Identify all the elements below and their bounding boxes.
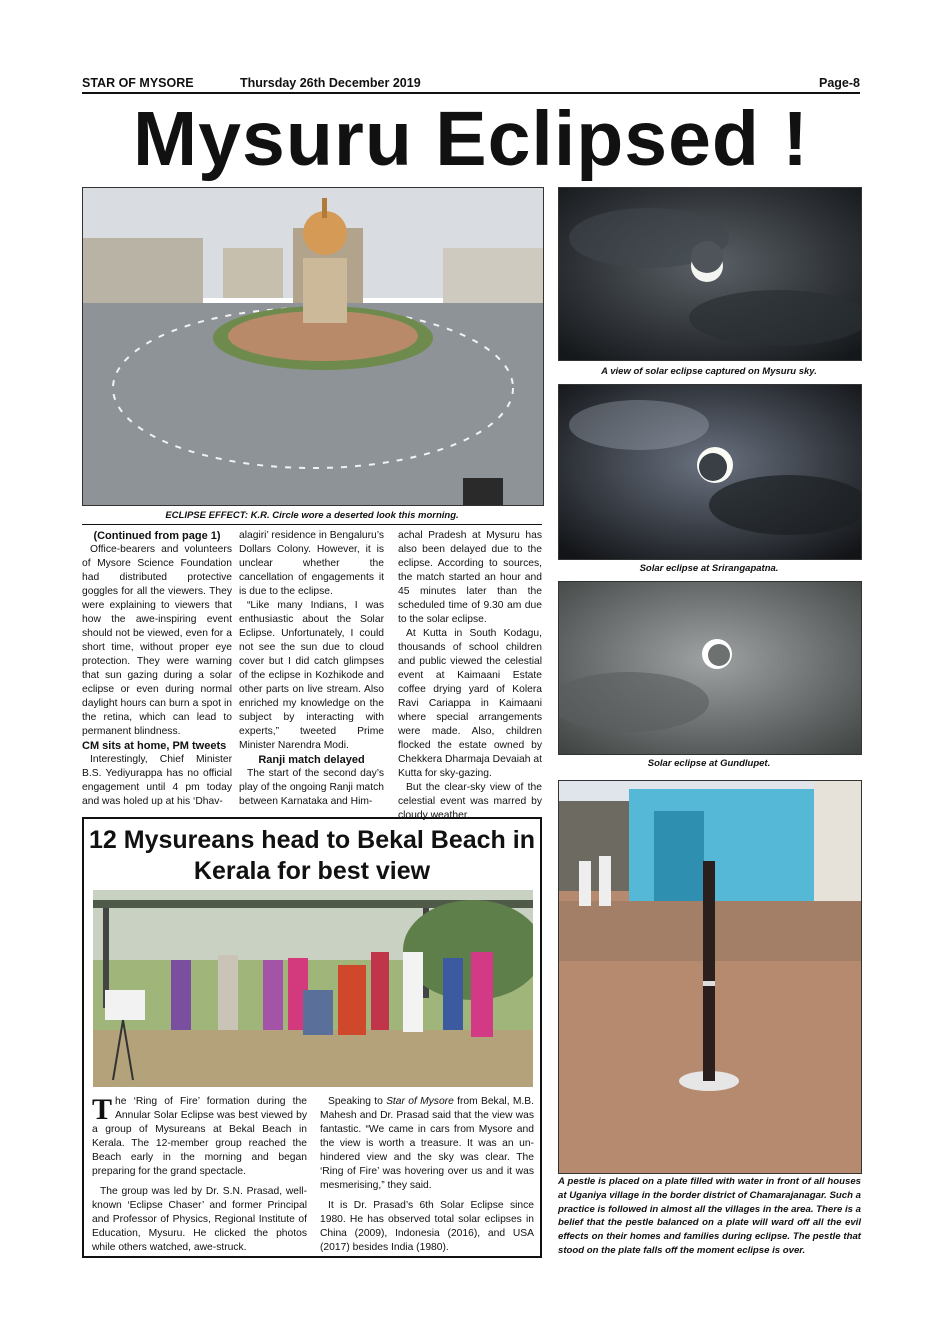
caption-rule <box>82 524 542 525</box>
eclipse-sky-photo-2 <box>558 384 862 560</box>
article-paragraph: At Kutta in South Kodagu, thousands of school children and public viewed the celestial event at Kaimaani Estate coffee drying yard of Kolera Ravi Cariappa in Kaimaani where special arrangements were made. Also, children flocked the estate owned by Chekkera Dharmaja Devaiah at Kutta for sky-gazing. <box>398 628 542 779</box>
bekal-paragraph: It is Dr. Prasad’s 6th Solar Eclipse since 1980. He has observed total solar eclipses in China (2009), Indonesia (2016), and USA (2017) besides India (1980). <box>320 1200 534 1253</box>
pestle-photo <box>558 780 862 1174</box>
paper-name: STAR OF MYSORE <box>82 76 194 90</box>
caption-rest: K.R. Circle wore a deserted look this morning. <box>248 510 459 521</box>
article-column-3 <box>398 529 542 823</box>
caption-lead: ECLIPSE EFFECT: <box>165 510 249 521</box>
bekal-headline: 12 Mysureans head to Bekal Beach in Kerala for best view <box>88 826 535 885</box>
eclipse-sky-photo-1 <box>558 187 862 361</box>
paper-name-italic: Star of Mysore <box>386 1096 454 1107</box>
article-paragraph: Interestingly, Chief Minister B.S. Yediyurappa has no official engagement until 4 pm today and was holed up at his ‘Dhav- <box>82 754 232 807</box>
drop-cap: T <box>92 1093 113 1126</box>
eclipse-sky-caption-1: A view of solar eclipse captured on Mysuru sky. <box>601 366 817 377</box>
bekal-paragraph: he ‘Ring of Fire’ formation during the Annular Solar Eclipse was best viewed by a group of Mysureans at Bekal Beach in Kerala. The 12-member group reached the Beach early in the morning and began preparing for the grand spectacle. <box>92 1096 307 1177</box>
continued-note: (Continued from page 1) <box>93 530 221 542</box>
bekal-group-photo <box>93 890 533 1087</box>
bekal-text: Speaking to <box>328 1096 387 1107</box>
bekal-column-2 <box>320 1095 534 1255</box>
eclipse-sky-photo-3 <box>558 581 862 755</box>
bekal-paragraph: The group was led by Dr. S.N. Prasad, well-known ‘Eclipse Chaser’ and former Principal and Professor of Physics, Regional Institute of Education, Mysuru. He clicked the photos while others watched, awe-struck. <box>92 1186 307 1253</box>
kr-circle-caption <box>82 510 542 522</box>
subhead-ranji: Ranji match delayed <box>258 754 365 766</box>
article-paragraph: achal Pradesh at Mysuru has also been delayed due to the eclipse. According to sources, the match started an hour and 45 minutes later than the scheduled time of 9.30 am due to the solar eclipse. <box>398 530 542 625</box>
bekal-text: from Bekal, M.B. Mahesh and Dr. Prasad said that the view was fantastic. “We came in cars from Mysore and the view is worth a treasure. It was an un-hindered view and the sky was clear. The ‘Ring of Fire’ was hovering over us and it was mesmerising,” they said. <box>320 1096 535 1191</box>
subhead-cm: CM sits at home, PM tweets <box>82 740 227 752</box>
kr-circle-photo <box>82 187 544 506</box>
headline: Mysuru Eclipsed ! <box>133 96 809 182</box>
masthead <box>82 76 860 92</box>
article-paragraph: Office-bearers and volunteers of Mysore Science Foundation had distributed protective goggles for all the viewers. They were explaining to viewers that how the awe-inspiring event should not be viewed, even for a short time, without proper eye protection. They were warning that sun gazing during a solar eclipse or even during normal daylight hours can burn a spot in the retina, which can lead to permanent blindness. <box>82 544 232 737</box>
article-paragraph: alagiri’ residence in Bengaluru’s Dollars Colony. However, it is unclear whether the cancellation of engagements it is due to the eclipse. <box>239 530 384 597</box>
article-column-1 <box>82 529 232 809</box>
eclipse-sky-caption-3: Solar eclipse at Gundlupet. <box>647 758 771 769</box>
bekal-story-box <box>82 817 542 1258</box>
article-paragraph: The start of the second day’s play of the ongoing Ranji match between Karnataka and Him- <box>239 768 384 807</box>
article-paragraph: But the clear-sky view of the celestial event was marred by cloudy weather. <box>398 782 542 821</box>
issue-date: Thursday 26th December 2019 <box>240 76 421 90</box>
pestle-caption: A pestle is placed on a plate filled with water in front of all houses at Uganiya village in the border district of Chamarajanagar. Such a practice is followed in almost all the villages in the area. There is a belief that the pestle balanced on a plate will ward off all the evil effects on their homes and families during eclipse. The pestle that stood on the plate falls off the moment eclipse is over. <box>558 1176 861 1256</box>
article-column-2 <box>239 529 384 809</box>
bekal-column-1 <box>92 1095 307 1255</box>
page-number: Page-8 <box>819 76 860 90</box>
eclipse-sky-caption-2: Solar eclipse at Srirangapatna. <box>639 563 779 574</box>
article-paragraph: “Like many Indians, I was enthusiastic about the Solar Eclipse. Unfortunately, I could not see the sun due to cloud cover but I did catch glimpses of the eclipse in Kozhikode and other parts on live stream. Also enriched my knowledge on the subject by interacting with experts,” tweeted Prime Minister Narendra Modi. <box>239 600 384 751</box>
